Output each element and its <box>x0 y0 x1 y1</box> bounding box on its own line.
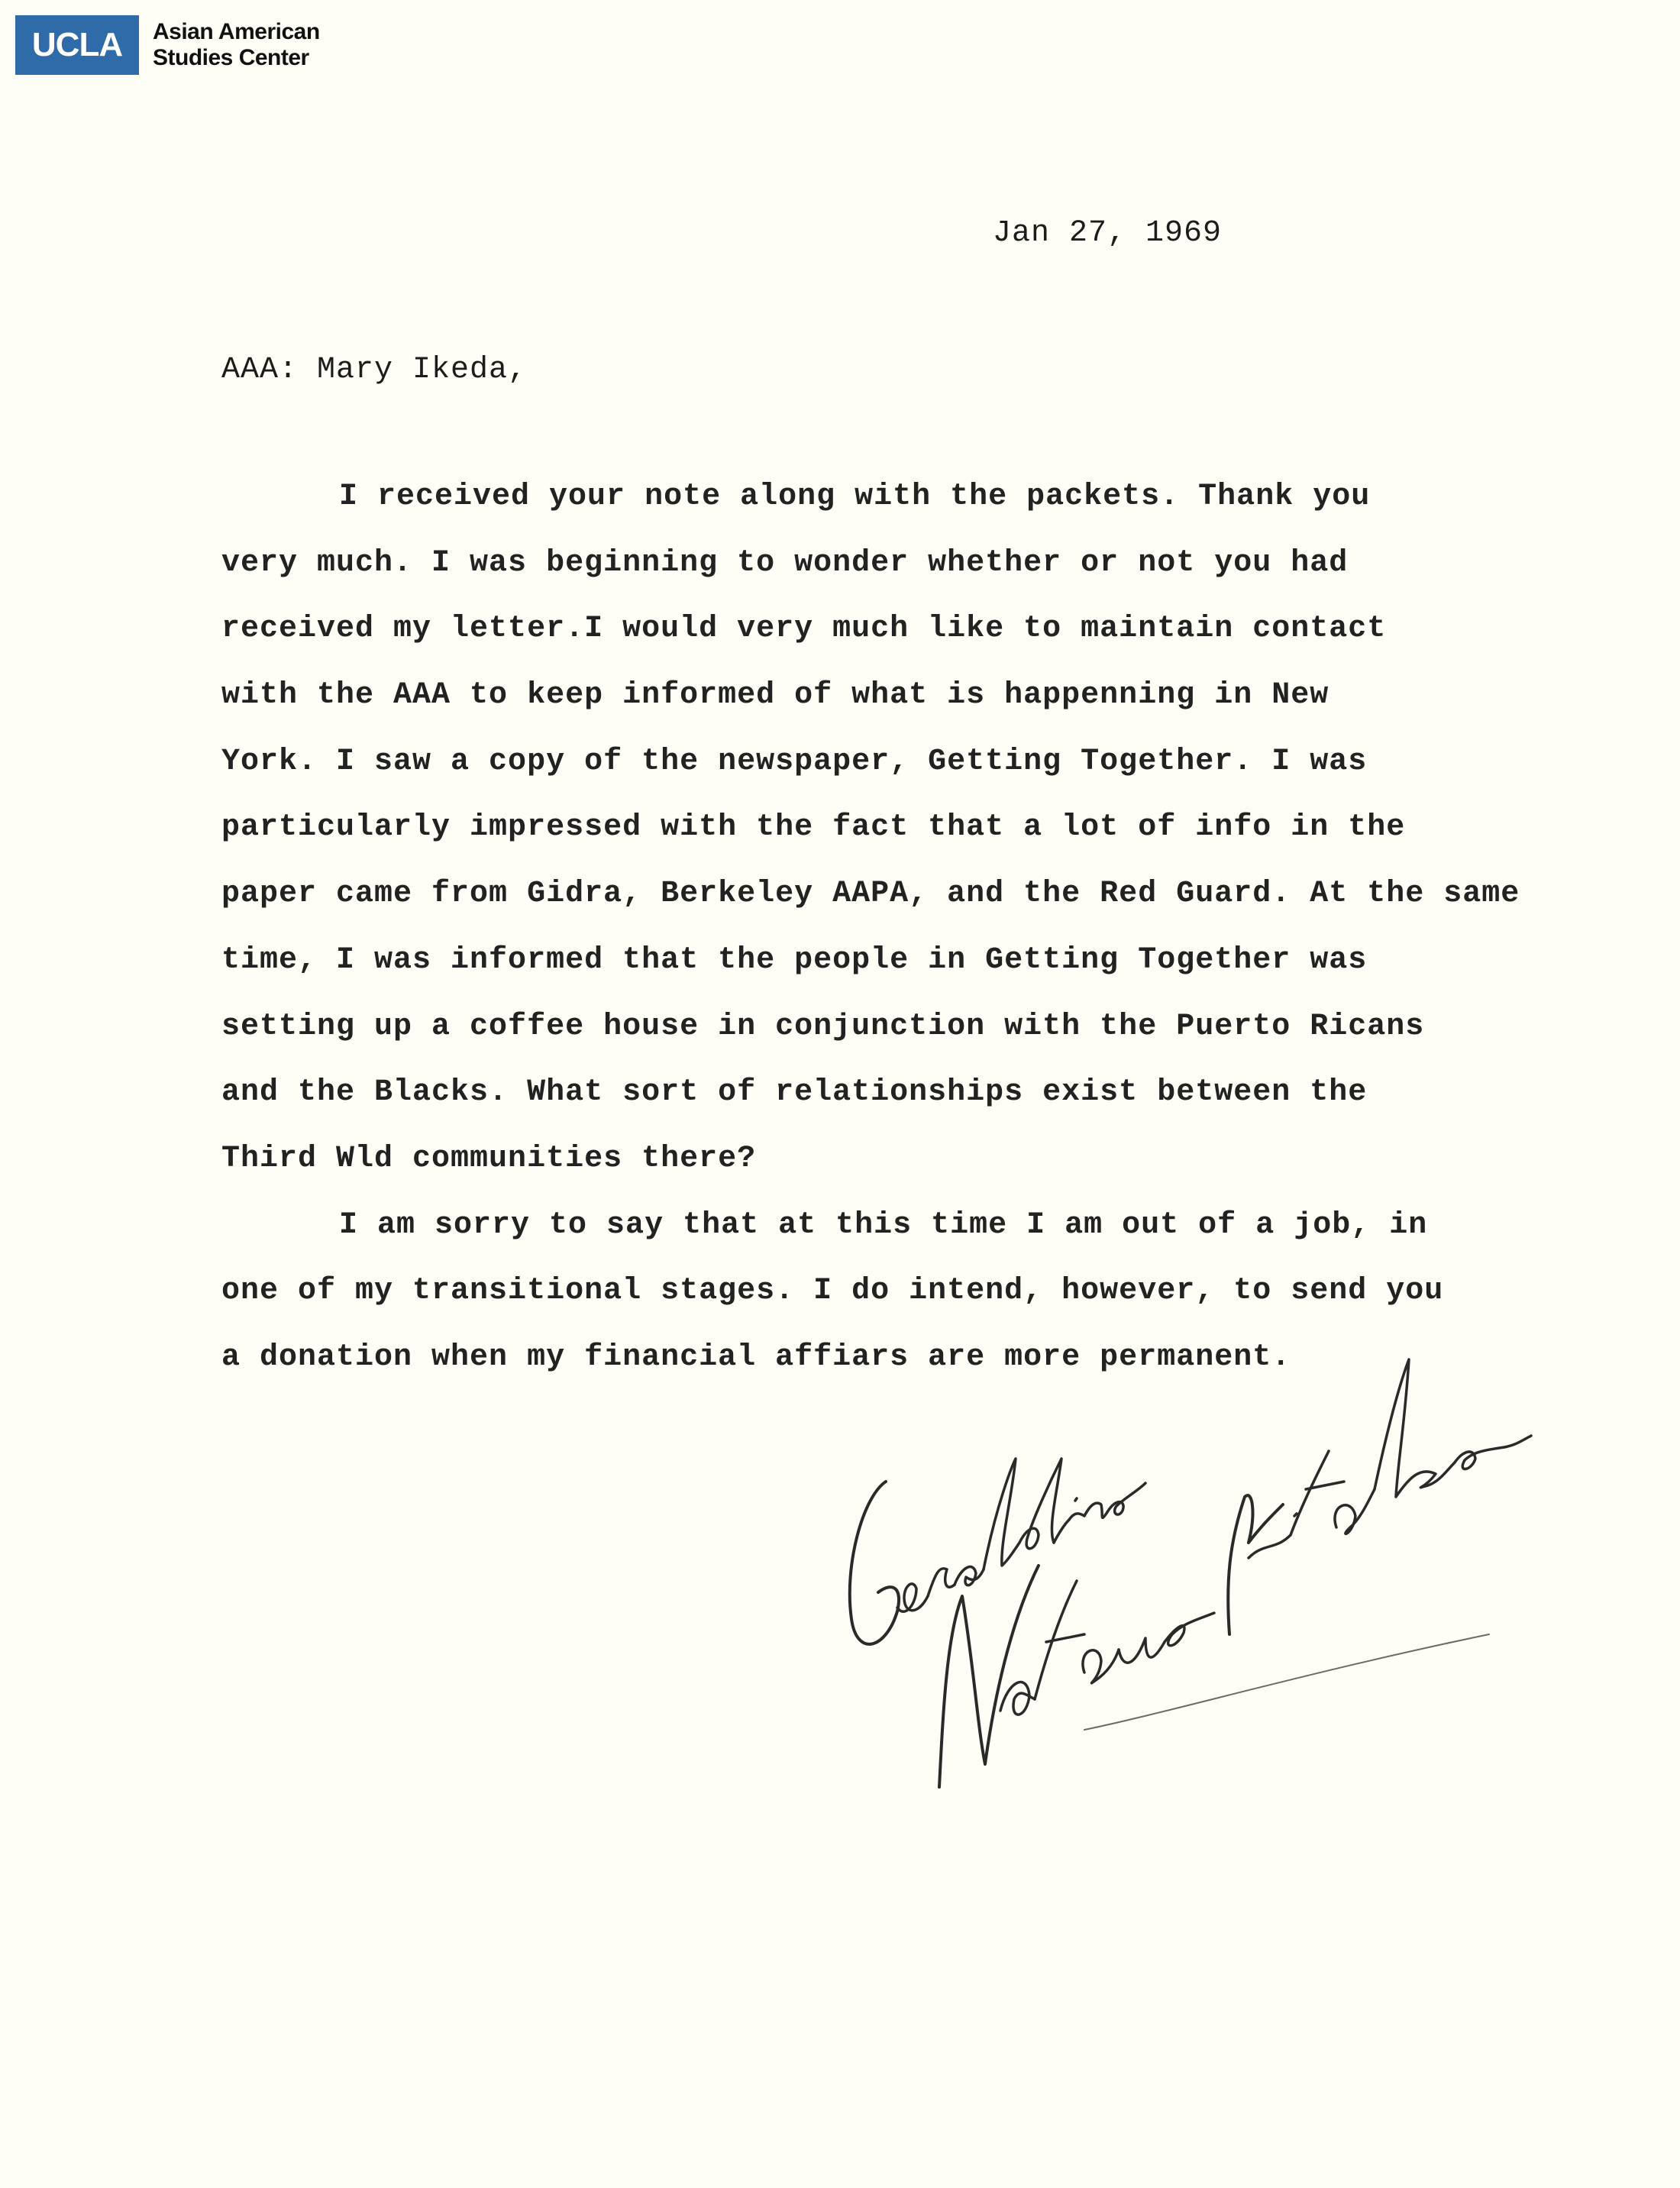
logo-center-name <box>153 19 320 71</box>
letter-body <box>221 480 1520 1407</box>
letter-date: Jan 27, 1969 <box>993 216 1223 250</box>
handwritten-signature <box>832 1314 1558 1795</box>
body-line: particularly impressed with the fact that a lot of info in the <box>221 810 1406 845</box>
body-line: very much. I was beginning to wonder whether or not you had <box>221 545 1349 580</box>
logo-line-2: Studies Center <box>153 45 309 70</box>
body-line: and the Blacks. What sort of relationships exist between the <box>221 1075 1368 1110</box>
body-line: setting up a coffee house in conjunction with the Puerto Ricans <box>221 1009 1425 1044</box>
body-line: York. I saw a copy of the newspaper, Getting Together. I was <box>221 744 1368 779</box>
body-line: I received your note along with the packets. Thank you <box>339 480 1371 514</box>
ucla-logo-mark: UCLA <box>15 15 139 75</box>
body-line: with the AAA to keep informed of what is happenning in New <box>221 678 1329 713</box>
body-line: Third Wld communities there? <box>221 1141 757 1176</box>
body-line: paper came from Gidra, Berkeley AAPA, and the Red Guard. At the same <box>221 877 1520 912</box>
body-line: I am sorry to say that at this time I am out of a job, in <box>339 1207 1428 1243</box>
body-line: one of my transitional stages. I do intend, however, to send you <box>221 1274 1444 1309</box>
body-line: time, I was informed that the people in Getting Together was <box>221 942 1368 978</box>
logo-line-1: Asian American <box>153 19 320 44</box>
body-line: received my letter.I would very much like to maintain contact <box>221 612 1387 647</box>
letter-salutation: AAA: Mary Ikeda, <box>221 353 528 387</box>
ucla-logo <box>15 15 320 75</box>
body-line: a donation when my financial affiars are more permanent. <box>221 1340 1291 1375</box>
